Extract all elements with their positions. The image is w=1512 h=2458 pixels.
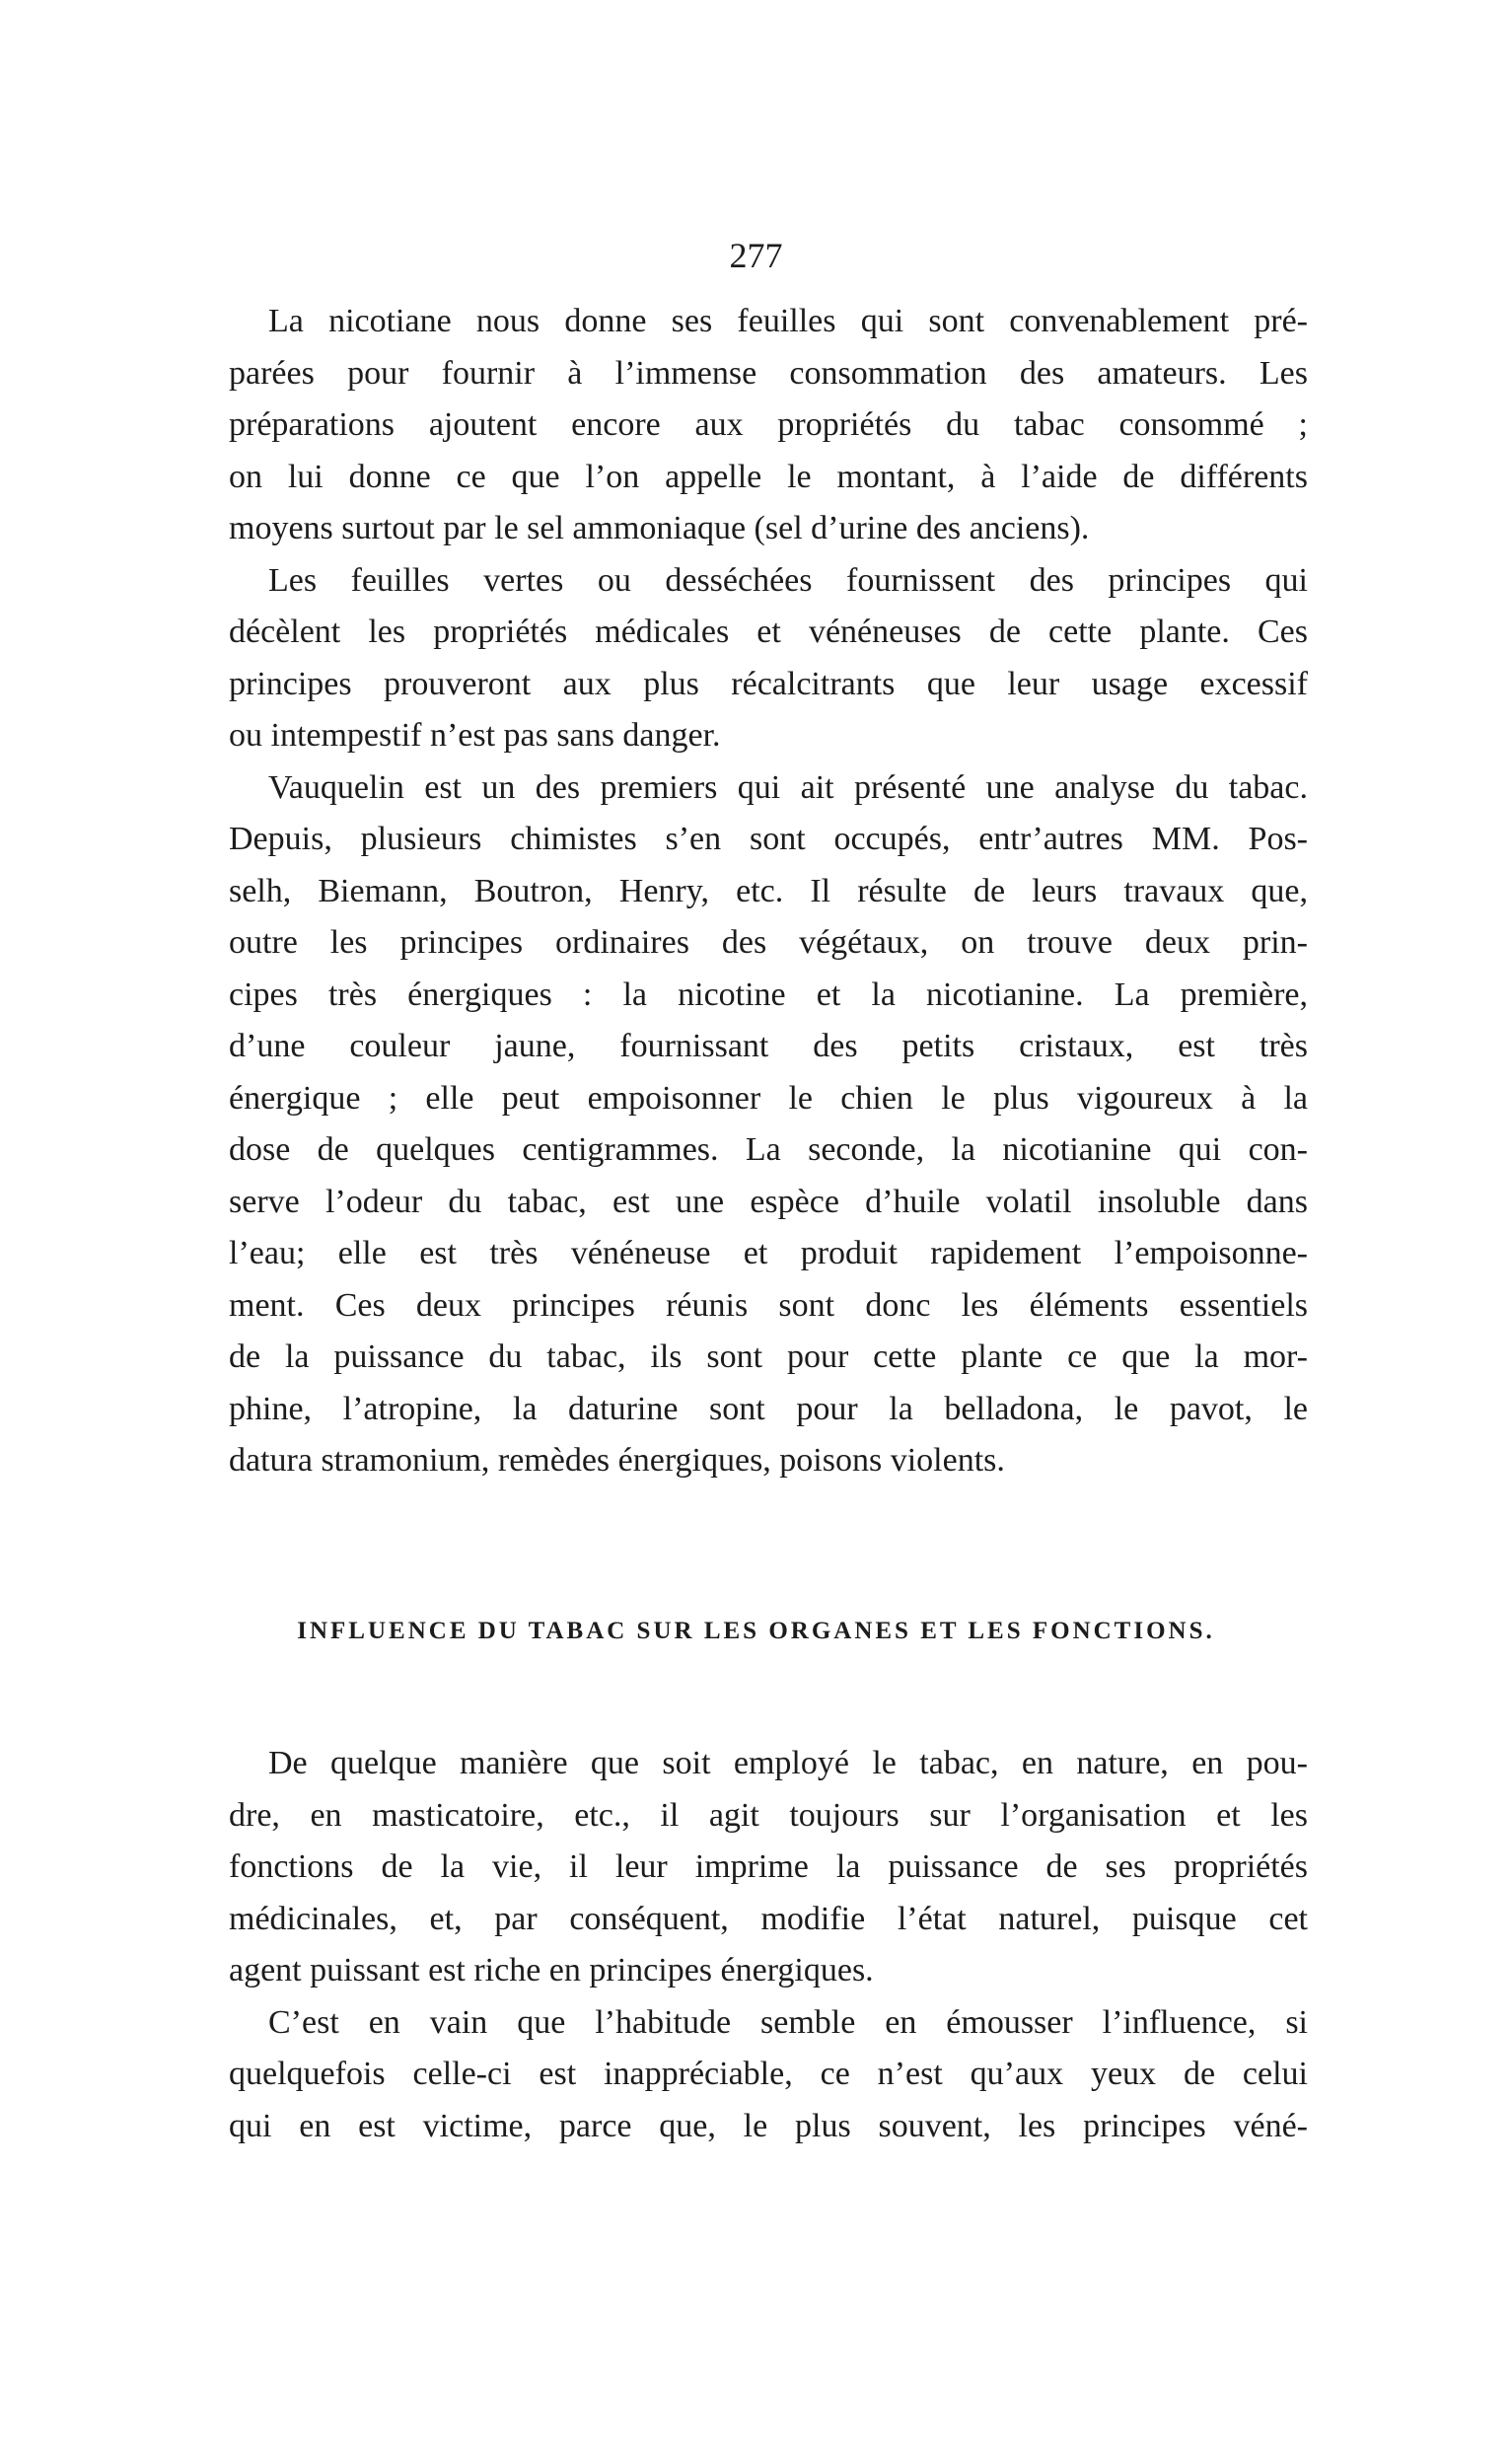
text-line: selh, Biemann, Boutron, Henry, etc. Il résulte de leurs travaux que, [229,872,1308,909]
text-line: parées pour fournir à l’immense consommation des amateurs. Les [229,354,1308,392]
text-line: outre les principes ordinaires des végétaux, on trouve deux prin- [229,924,1308,961]
text-line: La nicotiane nous donne ses feuilles qui sont convenablement pré- [268,303,1308,339]
text-line: cipes très énergiques : la nicotine et la nicotianine. La première, [229,976,1308,1013]
text-line: moyens surtout par le sel ammoniaque (sel d’urine des anciens). [229,510,1090,546]
text-line: Les feuilles vertes ou desséchées fournissent des principes qui [268,561,1308,599]
text-line: fonctions de la vie, il leur imprime la puissance de ses propriétés [229,1848,1308,1885]
text-line: l’eau; elle est très vénéneuse et produit rapidement l’empoisonne- [229,1235,1308,1271]
text-line: ment. Ces deux principes réunis sont donc les éléments essentiels [229,1286,1308,1324]
text-line: d’une couleur jaune, fournissant des petits cristaux, est très [229,1028,1308,1064]
text-line: principes prouveront aux plus récalcitrants que leur usage excessif [229,665,1308,702]
text-line: Vauquelin est un des premiers qui ait présenté une analyse du tabac. [268,768,1308,806]
page-number: 277 [729,236,783,275]
text-line: énergique ; elle peut empoisonner le chien le plus vigoureux à la [229,1079,1308,1117]
text-line: ou intempestif n’est pas sans danger. [229,717,721,754]
body-text [229,296,1308,1487]
text-line: dre, en masticatoire, etc., il agit toujours sur l’organisation et les [229,1796,1308,1834]
text-line: qui en est victime, parce que, le plus souvent, les principes véné- [229,2107,1308,2144]
text-line: C’est en vain que l’habitude semble en émousser l’influence, si [268,2003,1308,2041]
text-line: phine, l’atropine, la daturine sont pour la belladona, le pavot, le [229,1390,1308,1427]
text-line: dose de quelques centigrammes. La seconde, la nicotianine qui con- [229,1131,1308,1168]
text-line: de la puissance du tabac, ils sont pour cette plante ce que la mor- [229,1338,1308,1375]
text-line: décèlent les propriétés médicales et vénéneuses de cette plante. Ces [229,614,1308,650]
text-line: quelquefois celle-ci est inappréciable, ce n’est qu’aux yeux de celui [229,2056,1308,2092]
text-line: De quelque manière que soit employé le tabac, en nature, en pou- [268,1745,1308,1781]
text-line: agent puissant est riche en principes énergiques. [229,1952,874,1988]
text-line: on lui donne ce que l’on appelle le montant, à l’aide de différents [229,458,1308,495]
text-line: médicinales, et, par conséquent, modifie l’état naturel, puisque cet [229,1900,1308,1937]
text-line: serve l’odeur du tabac, est une espèce d’huile volatil insoluble dans [229,1183,1308,1220]
text-line: Depuis, plusieurs chimistes s’en sont occupés, entr’autres MM. Pos- [229,821,1308,857]
section-text [229,1738,1308,2152]
text-line: datura stramonium, remèdes énergiques, poisons violents. [229,1442,1005,1479]
section-heading: INFLUENCE DU TABAC SUR LES ORGANES ET LES FONCTIONS. [297,1618,1215,1644]
text-line: préparations ajoutent encore aux propriétés du tabac consommé ; [229,406,1308,443]
